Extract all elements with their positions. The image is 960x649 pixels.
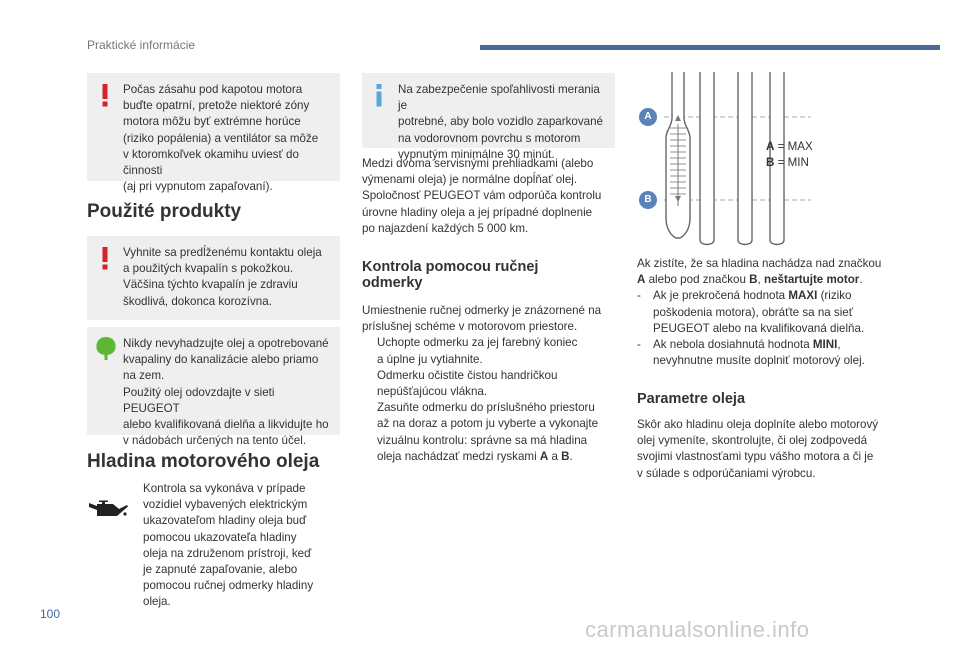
warning-box-engine-hot <box>87 73 340 194</box>
warning-text-4: (riziko popálenia) a ventilátor sa môže <box>123 131 319 145</box>
bullet2-line2: nepúšťajúcou vlákna. <box>377 385 488 399</box>
params-line-3: svojimi vlastnosťami typu vášho motora a či je <box>637 450 874 464</box>
max-pre: Ak je prekročená hodnota <box>653 289 789 303</box>
level-text-4: pomocou ukazovateľa hladiny <box>143 530 297 544</box>
bullet3-line3: vizuálnu kontrolu: správne sa má hladina <box>377 433 588 447</box>
skin-warning-text-3: Väčšina týchto kvapalín je zdraviu <box>123 278 298 292</box>
result-do-not-start: neštartujte motor <box>763 273 860 287</box>
dash-marker: - <box>637 289 641 303</box>
eco-text-6: v nádobách určených na tento účel. <box>123 434 307 448</box>
eco-box-disposal <box>87 327 340 448</box>
result-line-2 <box>637 272 897 288</box>
params-line-1: Skôr ako hladinu oleja doplníte alebo motorový <box>637 418 879 431</box>
warning-text-3: motora môžu byť extrémne horúce <box>123 115 301 129</box>
service-text-3: Spoločnosť PEUGEOT vám odporúča kontrolu <box>362 189 602 203</box>
level-text-3: ukazovateľom hladiny oleja buď <box>143 514 307 528</box>
warning-box-skin-contact <box>87 236 340 320</box>
info-icon <box>371 83 387 107</box>
diagram-legend <box>766 139 813 171</box>
bullet3-conj: a <box>548 449 562 463</box>
heading-dipstick-check <box>362 259 538 291</box>
result-line-1: Ak zistíte, že sa hladina nachádza nad značkou <box>637 257 882 270</box>
dipstick-instructions <box>362 303 624 465</box>
info-text-1: Na zabezpečenie spoľahlivosti merania je <box>398 83 600 113</box>
min-post: , <box>837 338 841 352</box>
level-text-1: Kontrola sa vykonáva v prípade <box>143 482 306 495</box>
dipstick-intro-1: Umiestnenie ručnej odmerky je znázornené na <box>362 304 602 317</box>
service-text-2: výmenami oleja) je normálne dopĺňať olej. <box>362 173 578 187</box>
oil-can-icon <box>86 497 130 521</box>
warning-text-5: v ktoromkoľvek okamihu uviesť do činnosti <box>123 147 299 178</box>
service-text-4: úrovne hladiny oleja a jej prípadné doplnenie <box>362 205 593 219</box>
warning-text-1: Počas zásahu pod kapotou motora <box>123 83 303 96</box>
mark-b-label: B <box>561 449 570 463</box>
skin-warning-text-1: Vyhnite sa predĺženému kontaktu oleja <box>123 246 322 259</box>
service-text-5: po najazdení každých 5 000 km. <box>362 221 529 235</box>
bullet3-end: . <box>569 449 573 463</box>
service-text-1: Medzi dvoma servisnými prehliadkami (alebo <box>362 157 594 170</box>
service-interval-text <box>362 156 622 237</box>
info-text-2: potrebné, aby bolo vozidlo zaparkované <box>398 115 603 129</box>
max-line-2: poškodenia motora), obráťte sa na sieť <box>653 305 854 319</box>
min-pre: Ak nebola dosiahnutá hodnota <box>653 338 813 352</box>
warning-text-2: buďte opatrní, pretože niektoré zóny <box>123 99 310 113</box>
level-result-text <box>637 256 897 369</box>
bullet2-line1: Odmerku očistite čistou handričkou <box>377 368 558 382</box>
dipstick-title-line2: odmerky <box>362 275 423 291</box>
eco-text-4: Použitý olej odovzdajte v sieti PEUGEOT <box>123 385 275 415</box>
bullet3-line1: Zasuňte odmerku do príslušného priestoru <box>377 401 595 415</box>
legend-a-key: A <box>766 140 775 153</box>
result-item-min <box>637 337 897 369</box>
header-accent-bar <box>480 45 940 50</box>
oil-parameters-text <box>637 417 907 482</box>
bullet3-line4 <box>377 449 624 465</box>
result-item-max <box>637 288 897 337</box>
info-text-4: vypnutým minimálne 30 minút. <box>398 147 555 161</box>
skin-warning-text-2: a použitých kvapalín s pokožkou. <box>123 262 294 276</box>
params-line-2: olej vymeníte, skontrolujte, či olej zodpovedá <box>637 434 868 448</box>
legend-b-value: = MIN <box>774 156 809 169</box>
heading-engine-oil-level: Hladina motorového oleja <box>87 451 320 472</box>
bullet-item <box>362 400 624 465</box>
badge-b-label: B <box>644 194 652 205</box>
max-line-1 <box>653 288 897 304</box>
min-value: MINI <box>812 338 838 352</box>
bullet-item <box>362 368 624 400</box>
heading-oil-parameters: Parametre oleja <box>637 391 746 407</box>
exclamation-warning-icon <box>97 246 113 270</box>
warning-text-6: (aj pri vypnutom zapaľovaní). <box>123 180 273 194</box>
level-text-5: oleja na združenom prístroji, keď <box>143 546 312 560</box>
max-value: MAXI <box>788 289 818 303</box>
bullet1-line2: a úplne ju vytiahnite. <box>377 352 483 366</box>
badge-a-label: A <box>644 111 652 122</box>
bullet1-line1: Uchopte odmerku za jej farebný koniec <box>377 336 578 350</box>
max-line-3: PEUGEOT alebo na kvalifikovaná dielňa. <box>653 321 865 335</box>
level-text-7: pomocou ručnej odmerky hladiny <box>143 579 314 593</box>
eco-text-5: alebo kvalifikovaná dielňa a likvidujte ho <box>123 418 329 432</box>
eco-text-3: na zem. <box>123 369 165 383</box>
info-box-parking <box>362 73 615 161</box>
result-mark-b: B <box>749 273 758 287</box>
result-sep: , <box>757 273 764 287</box>
info-text-3: na vodorovnom povrchu s motorom <box>398 131 581 145</box>
eco-leaf-icon <box>92 335 120 361</box>
legend-a-value: = MAX <box>774 140 813 153</box>
skin-warning-text-4: škodlivá, dokonca korozívna. <box>123 294 272 308</box>
legend-max <box>766 139 813 155</box>
min-line-1 <box>653 337 897 353</box>
dipstick-intro-2: príslušnej schéme v motorovom priestore. <box>362 320 578 334</box>
bullet-item <box>362 335 624 367</box>
bullet3-last-text: oleja nachádzať medzi ryskami <box>377 449 540 463</box>
legend-b-key: B <box>766 156 775 169</box>
dipstick-title-line1: Kontrola pomocou ručnej <box>362 259 539 275</box>
mark-a-label: A <box>539 449 549 463</box>
watermark-text: carmanualsonline.info <box>585 617 810 642</box>
exclamation-warning-icon <box>97 83 113 107</box>
level-text-6: je zapnuté zapaľovanie, alebo <box>143 563 298 577</box>
params-line-4: v súlade s odporúčaniami výrobcu. <box>637 466 816 480</box>
eco-text-1: Nikdy nevyhadzujte olej a opotrebované <box>123 337 329 350</box>
legend-min <box>766 155 813 171</box>
result-end: . <box>859 273 863 287</box>
dash-marker: - <box>637 338 641 352</box>
result-mark-a: A <box>637 273 646 287</box>
oil-level-description <box>143 481 343 611</box>
section-header-title: Praktické informácie <box>87 38 196 52</box>
max-post: (riziko <box>817 289 852 303</box>
heading-used-products: Použité produkty <box>87 201 242 222</box>
result-mid: alebo pod značkou <box>645 273 750 287</box>
level-text-8: oleja. <box>143 595 171 609</box>
bullet3-line2: až na doraz a potom ju vyberte a vykonajte <box>377 417 599 431</box>
eco-text-2: kvapaliny do kanalizácie alebo priamo <box>123 353 319 367</box>
min-line-2: nevyhnutne musíte doplniť motorový olej. <box>653 354 865 368</box>
level-text-2: vozidiel vybavených elektrickým <box>143 498 308 512</box>
page-number: 100 <box>40 607 61 621</box>
